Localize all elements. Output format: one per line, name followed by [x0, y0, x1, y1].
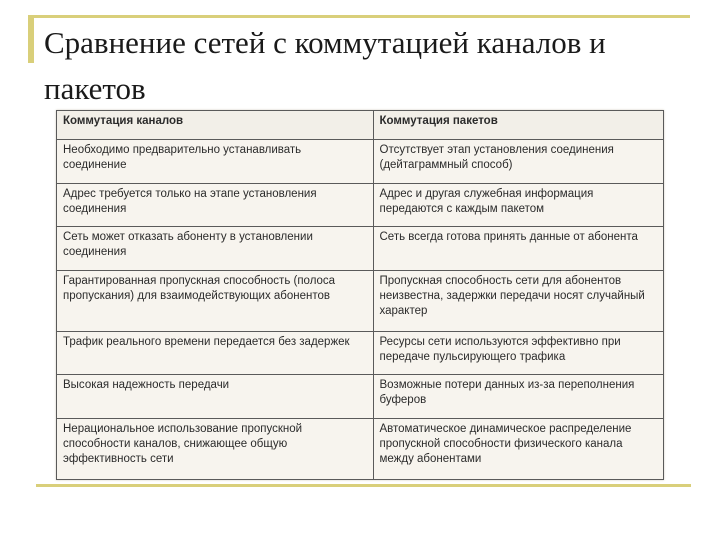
circuit-cell: Гарантированная пропускная способность (полоса пропускания) для взаимодействующих абонентов — [57, 270, 374, 331]
circuit-cell: Сеть может отказать абоненту в установлении соединения — [57, 227, 374, 271]
circuit-cell: Нерациональное использование пропускной способности каналов, снижающее общую эффективность сети — [57, 418, 374, 479]
packet-cell: Возможные потери данных из-за переполнения буферов — [373, 375, 664, 419]
circuit-cell: Высокая надежность передачи — [57, 375, 374, 419]
table-row — [57, 418, 664, 479]
circuit-cell: Адрес требуется только на этапе установления соединения — [57, 183, 374, 227]
packet-cell: Адрес и другая служебная информация передаются с каждым пакетом — [373, 183, 664, 227]
decorative-bottom-rule — [36, 484, 691, 487]
table-row — [57, 183, 664, 227]
header-packet-switching: Коммутация пакетов — [373, 111, 664, 140]
packet-cell: Автоматическое динамическое распределение пропускной способности физического канала между абонентами — [373, 418, 664, 479]
table-row — [57, 140, 664, 184]
circuit-cell: Трафик реального времени передается без задержек — [57, 331, 374, 375]
decorative-corner-vertical — [28, 15, 34, 63]
packet-cell: Пропускная способность сети для абонентов неизвестна, задержки передачи носят случайный характер — [373, 270, 664, 331]
comparison-table — [56, 110, 664, 480]
table-row — [57, 227, 664, 271]
packet-cell: Ресурсы сети используются эффективно при передаче пульсирующего трафика — [373, 331, 664, 375]
decorative-corner-horizontal — [28, 15, 690, 18]
table-row — [57, 270, 664, 331]
header-circuit-switching: Коммутация каналов — [57, 111, 374, 140]
packet-cell: Сеть всегда готова принять данные от абонента — [373, 227, 664, 271]
table-header-row — [57, 111, 664, 140]
slide-title: Сравнение сетей с коммутацией каналов и пакетов — [44, 25, 606, 106]
packet-cell: Отсутствует этап установления соединения (дейтаграммный способ) — [373, 140, 664, 184]
circuit-cell: Необходимо предварительно устанавливать соединение — [57, 140, 374, 184]
table-row — [57, 375, 664, 419]
comparison-table-image — [56, 110, 664, 480]
table-row — [57, 331, 664, 375]
